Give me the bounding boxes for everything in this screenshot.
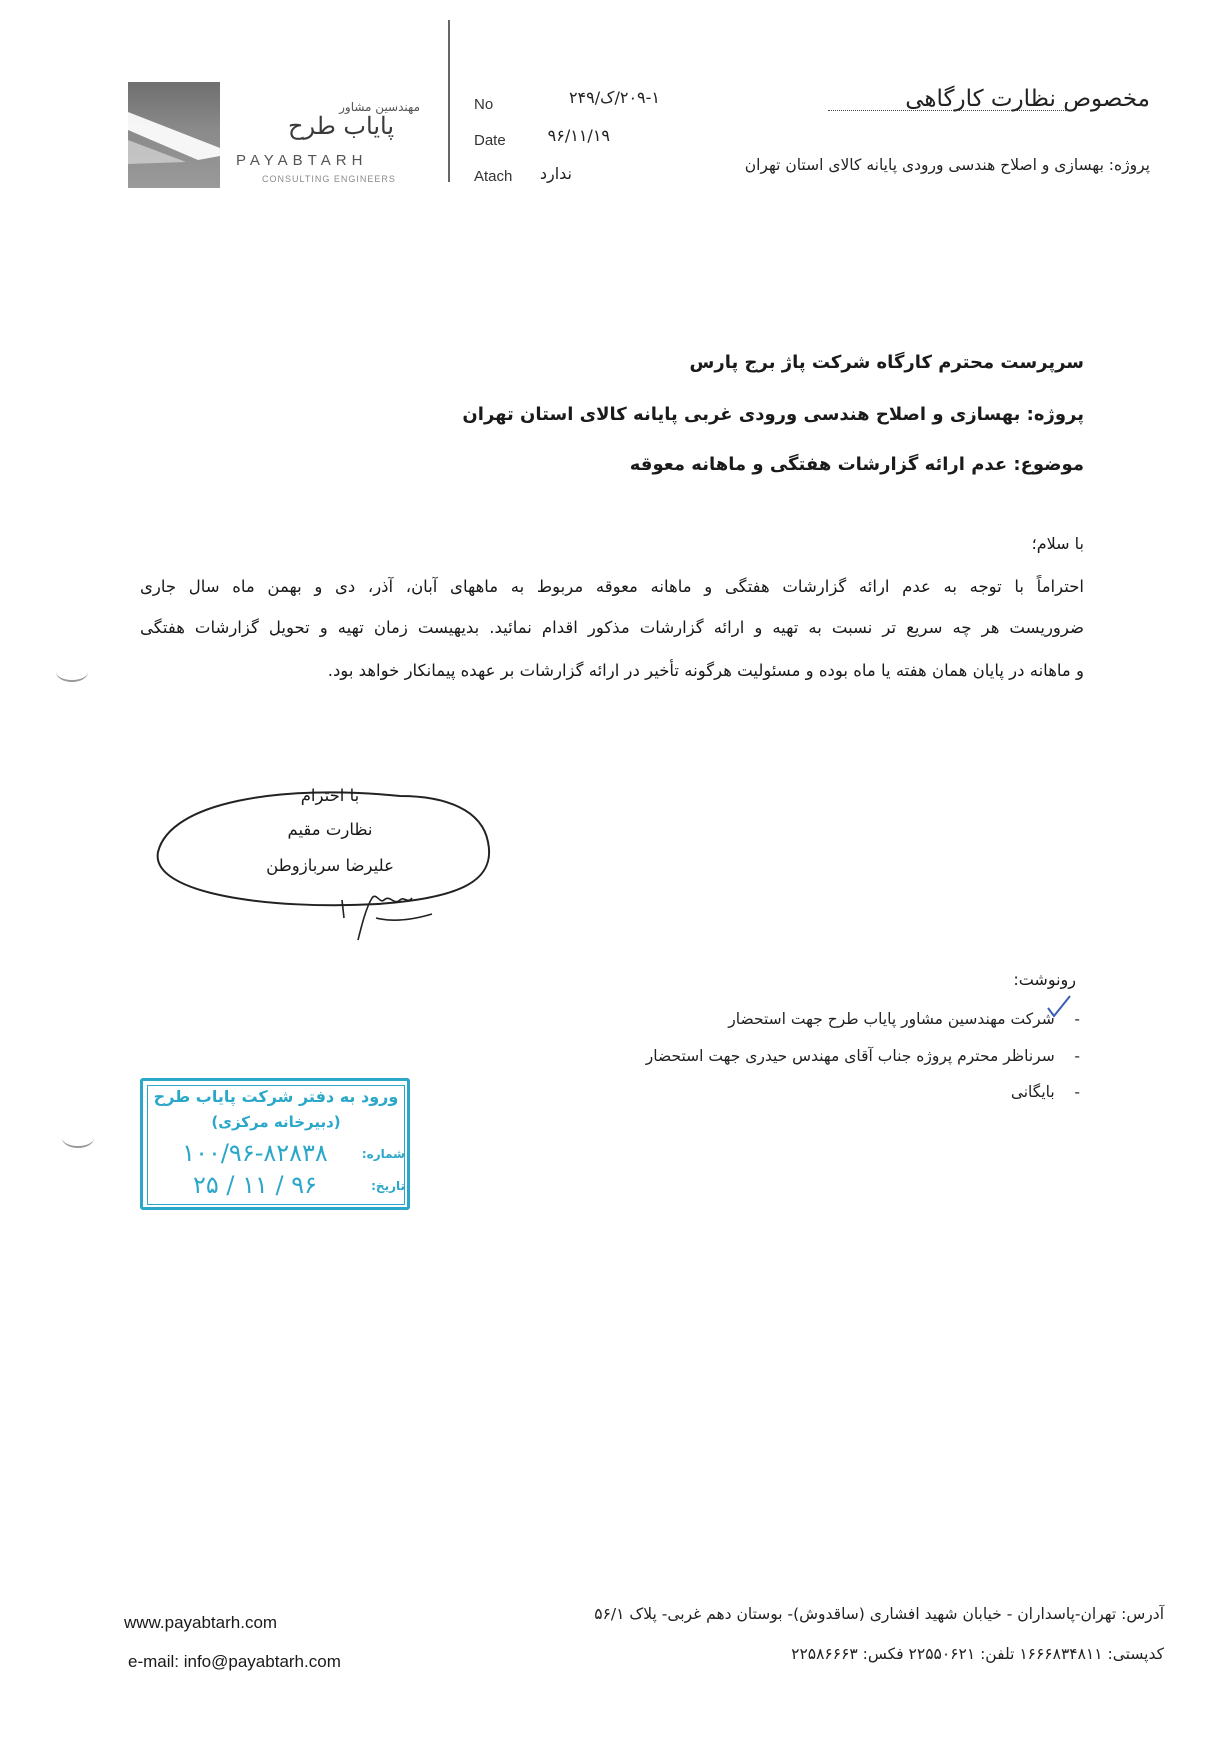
letter-greeting: با سلام؛ xyxy=(1031,534,1084,553)
company-logo xyxy=(128,82,220,188)
number-label: No xyxy=(474,96,494,113)
cc-text: بایگانی xyxy=(1010,1083,1055,1101)
letter-recipient: سرپرست محترم کارگاه شرکت پاژ برج پارس xyxy=(689,352,1084,373)
stamp-date-value: ۹۶ / ۱۱ / ۲۵ xyxy=(192,1171,318,1199)
body-line: و ماهانه در پایان همان هفته یا ماه بوده و مسئولیت هرگونه تأخیر در ارائه گزارشات بر عهده پیمانکار خواهد بود. xyxy=(327,661,1084,680)
punch-hole-icon xyxy=(56,662,88,682)
cc-item xyxy=(500,1083,1080,1101)
letter-project: پروژه: بهسازی و اصلاح هندسی ورودی غربی پایانه کالای استان تهران xyxy=(462,404,1084,425)
stamp-subtitle: (دبیرخانه مرکزی) xyxy=(211,1113,341,1131)
cc-bullet: - xyxy=(1074,1083,1080,1101)
logo-english-name: PAYABTARH xyxy=(236,152,368,169)
supervision-title: مخصوص نظارت کارگاهی xyxy=(905,86,1150,112)
stamp-title: ورود به دفتر شرکت پایاب طرح xyxy=(153,1087,399,1106)
stamp-date-label: تاریخ: xyxy=(371,1179,405,1193)
cc-item xyxy=(500,1010,1080,1028)
handwritten-signature-icon xyxy=(300,878,450,948)
signature-role: نظارت مقیم xyxy=(287,820,373,839)
cc-bullet: - xyxy=(1074,1010,1080,1028)
title-underline xyxy=(828,110,1068,111)
attach-value: ندارد xyxy=(539,164,572,183)
logo-persian-name: پایاب طرح xyxy=(287,112,394,140)
punch-hole-icon xyxy=(62,1128,94,1148)
cc-text: شرکت مهندسین مشاور پایاب طرح جهت استحضار xyxy=(728,1010,1055,1028)
header-project: پروژه: بهسازی و اصلاح هندسی ورودی پایانه کالای استان تهران xyxy=(744,156,1150,174)
attach-label: Atach xyxy=(474,168,513,185)
signature-closing: با احترام xyxy=(300,786,360,805)
body-line: احتراماً با توجه به عدم ارائه گزارشات هفتگی و ماهانه معوقه مربوط به ماههای آبان، آذر، دی و بهمن ماه سال جاری xyxy=(140,577,1084,596)
logo-english-subtitle: CONSULTING ENGINEERS xyxy=(262,174,396,184)
cc-text: سرناظر محترم پروژه جناب آقای مهندس حیدری جهت استحضار xyxy=(645,1047,1055,1065)
footer-website: www.payabtarh.com xyxy=(124,1613,278,1632)
letter-subject: موضوع: عدم ارائه گزارشات هفتگی و ماهانه معوقه xyxy=(629,454,1084,475)
receipt-stamp xyxy=(140,1078,410,1210)
cc-item xyxy=(500,1047,1080,1065)
date-value: ۹۶/۱۱/۱۹ xyxy=(547,126,610,145)
cc-bullet: - xyxy=(1074,1047,1080,1065)
signature-name: علیرضا سربازوطن xyxy=(266,856,394,875)
cc-title: رونوشت: xyxy=(1013,970,1076,989)
footer-email: e-mail: info@payabtarh.com xyxy=(128,1652,341,1671)
number-value: ۲۰۹-۱/ک/۲۴۹ xyxy=(568,88,660,107)
footer-contacts: کدپستی: ۱۶۶۶۸۳۴۸۱۱ تلفن: ۲۲۵۵۰۶۲۱ فکس: ۲۲۵۸۶۶۶۳ xyxy=(791,1645,1164,1663)
footer-address: آدرس: تهران-پاسداران - خیابان شهید افشاری (ساقدوش)- بوستان دهم غربی- پلاک ۵۶/۱ xyxy=(594,1605,1164,1623)
stamp-number-value: ۱۰۰/۹۶-۸۲۸۳۸ xyxy=(182,1139,328,1167)
header-divider xyxy=(448,20,450,182)
date-label: Date xyxy=(474,132,506,149)
logo-mark-icon xyxy=(128,82,220,188)
logo-persian-subtitle: مهندسین مشاور xyxy=(339,100,420,114)
body-line: ضروریست هر چه سریع تر نسبت به تهیه و ارائه گزارشات مذکور اقدام نمائید. بدیهیست زمان تهیه و تحویل گزارشات هفتگی xyxy=(140,618,1084,637)
stamp-number-label: شماره: xyxy=(361,1147,405,1161)
